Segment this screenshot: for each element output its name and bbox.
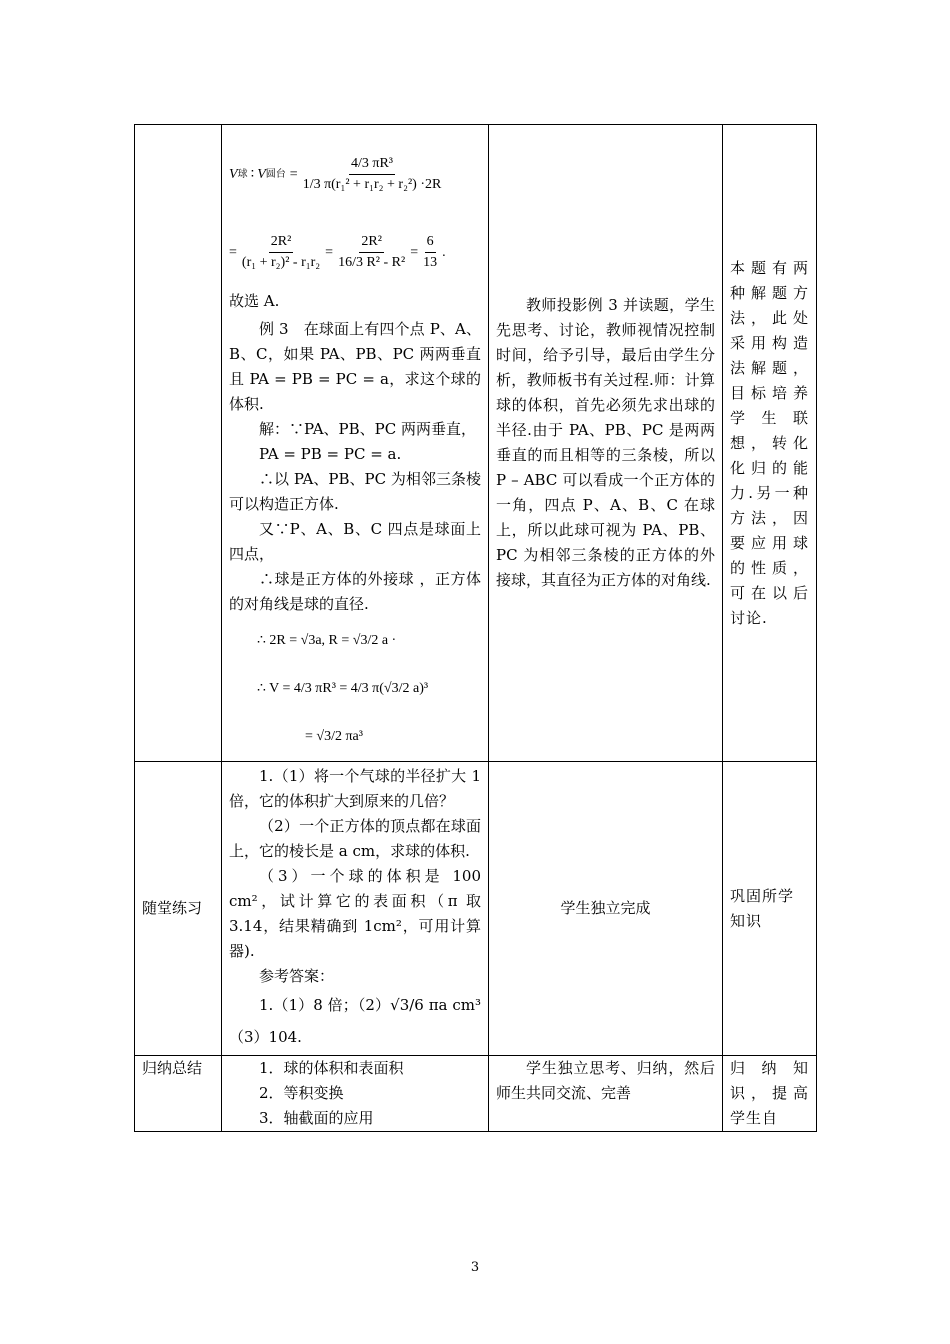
solution-formula-radius: ∴ 2R = √3a, R = √3/2 a ·	[257, 633, 397, 648]
solution-formula-result: = √3/2 πa³	[305, 729, 363, 744]
summary-content-cell	[222, 1056, 489, 1132]
summary-intent	[723, 1056, 817, 1132]
row1-label-cell	[135, 125, 222, 762]
solution-formula-volume: ∴ V = 4/3 πR³ = 4/3 π(√3/2 a)³	[257, 681, 429, 696]
practice-intent: 巩固所学知识	[723, 762, 817, 1056]
teacher-activity-text: 教师投影例 3 并读题，学生先思考、讨论，教师视情况控制时间，给予引导，最后由学生分析，教师板书有关过程.师：计算球的体积，首先必须先求出球的半径.由于 PA、PB、PC 是两两垂直的而且相等的三条棱，所以 P – ABC 可以看成一个正方体的一角，四点 P、A、B、C 在球上，所以此球可视为 PA、PB、PC 为相邻三条棱的正方体的外接球，其直径为正方体的对角线.	[496, 296, 715, 589]
practice-q1: 1.（1）将一个气球的半径扩大 1 倍，它的体积扩大到原来的几倍？	[229, 767, 481, 810]
teacher-activity-cell	[489, 125, 723, 762]
simplify-formula: = $\frac{\text{2R²}}{\text{(r₁ + r₂)² - r₁r₂}}$ = $\frac{\text{2R²}}{\text{16/3 R² - R²}}$ = $\frac{6}{13}$ .	[229, 233, 446, 270]
summary-item: 1．球的体积和表面积	[259, 1059, 404, 1077]
answer-label: 参考答案：	[259, 967, 335, 985]
answer-text: 1.（1）8 倍；（2）√3/6 πa cm³（3）104.	[229, 996, 481, 1046]
summary-intent-text: 归纳知识，提高学生自	[730, 1059, 809, 1127]
practice-activity: 学生独立完成	[489, 762, 723, 1056]
table-row-summary	[135, 1056, 817, 1132]
summary-item: 3．轴截面的应用	[259, 1109, 374, 1127]
lesson-table	[134, 124, 817, 1132]
practice-q3: （3）一个球的体积是 100 cm²，试计算它的表面积（π 取 3.14，结果精确到 1cm²，可用计算器).	[229, 867, 481, 960]
table-row-example3	[135, 125, 817, 762]
solution-line-5: ∴球是正方体的外接球 ，正方体的对角线是球的直径.	[229, 570, 481, 613]
page-number: 3	[470, 1260, 480, 1275]
example3-text: 例 3 在球面上有四个点 P、A、B、C，如果 PA、PB、PC 两两垂直且 PA = PB = PC = a，求这个球的体积.	[229, 320, 481, 413]
summary-label: 归纳总结	[135, 1056, 222, 1132]
table-row-practice	[135, 762, 817, 1056]
solution-line-2: PA = PB = PC = a.	[259, 445, 402, 463]
design-intent-cell	[723, 125, 817, 762]
summary-activity	[489, 1056, 723, 1132]
design-intent-text: 本题有两种解题方法，此处采用构造法解题，目标培养学生联想，转化化归的能力.另一种方法，因要应用球的性质，可在以后讨论.	[730, 258, 809, 627]
volume-ratio-formula: V 球 ∶ V 圆台 = $\frac{\text{4/3 πR³}}{\text{1/3 π(r₁² + r₁r₂ + r₂²) ·2R}}$	[229, 131, 481, 217]
summary-activity-text: 学生独立思考、归纳，然后师生共同交流、完善	[496, 1059, 715, 1102]
solution-line-3: ∴以 PA、PB、PC 为相邻三条棱可以构造正方体.	[229, 470, 481, 513]
solution-line-1: 解：∵PA、PB、PC 两两垂直，	[259, 420, 477, 438]
solution-line-4: 又∵P、A、B、C 四点是球面上四点，	[229, 520, 481, 563]
practice-content-cell	[222, 762, 489, 1056]
ratio-denominator: 1/3 π(r₁² + r₁r₂ + r₂²) ·2R	[302, 176, 442, 192]
ratio-numerator: 4/3 πR³	[349, 154, 395, 175]
choose-answer: 故选 A.	[229, 292, 280, 310]
summary-item: 2．等积变换	[259, 1084, 344, 1102]
practice-q2: （2）一个正方体的顶点都在球面上，它的棱长是 a cm，求球的体积.	[229, 817, 481, 860]
practice-label: 随堂练习	[135, 762, 222, 1056]
row1-content-cell	[222, 125, 489, 762]
